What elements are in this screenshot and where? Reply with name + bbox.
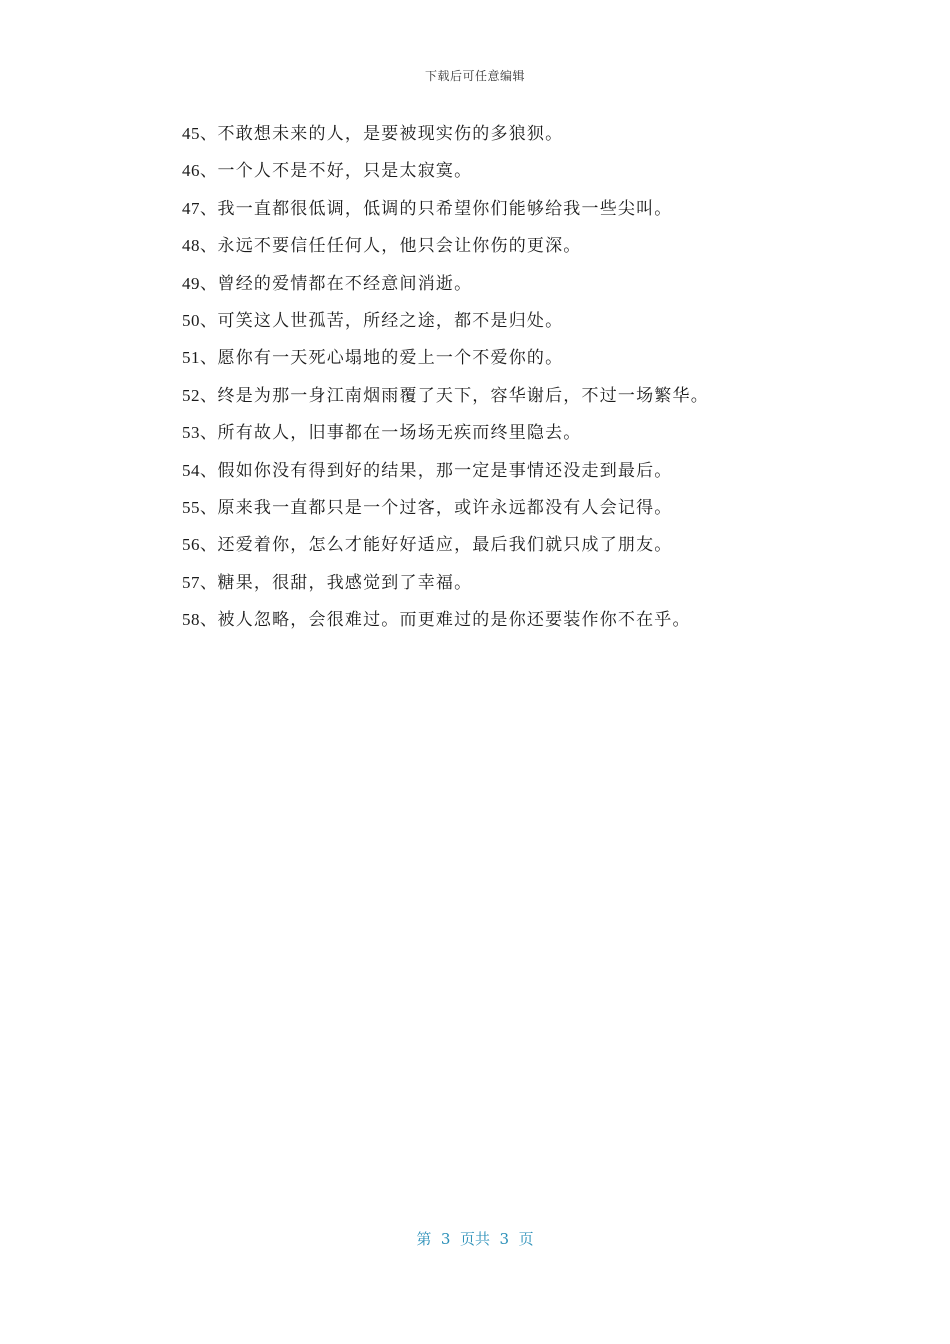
page-header: 下载后可任意编辑 bbox=[424, 69, 525, 83]
item-text: 还爱着你，怎么才能好好适应，最后我们就只成了朋友。 bbox=[217, 535, 673, 556]
list-item bbox=[182, 232, 882, 269]
item-text: 永远不要信任任何人，他只会让你伤的更深。 bbox=[217, 236, 582, 257]
item-text: 所有故人，旧事都在一场场无疾而终里隐去。 bbox=[217, 423, 582, 444]
item-text: 糖果，很甜，我感觉到了幸福。 bbox=[217, 572, 473, 593]
item-text: 愿你有一天死心塌地的爱上一个不爱你的。 bbox=[217, 348, 564, 369]
list-item bbox=[182, 606, 882, 643]
item-number: 52、 bbox=[182, 385, 218, 405]
item-text: 被人忽略，会很难过。而更难过的是你还要装作你不在乎。 bbox=[217, 610, 691, 631]
item-text: 曾经的爱情都在不经意间消逝。 bbox=[217, 273, 473, 294]
item-number: 50、 bbox=[182, 310, 218, 330]
item-text: 一个人不是不好，只是太寂寞。 bbox=[217, 161, 473, 182]
list-item bbox=[182, 344, 882, 381]
list-item bbox=[182, 419, 882, 456]
item-number: 51、 bbox=[182, 348, 218, 368]
item-number: 56、 bbox=[182, 535, 218, 555]
item-number: 58、 bbox=[182, 610, 218, 630]
item-number: 46、 bbox=[182, 161, 218, 181]
list-item bbox=[182, 569, 882, 606]
item-number: 55、 bbox=[182, 497, 218, 517]
item-number: 47、 bbox=[182, 198, 218, 218]
item-text: 可笑这人世孤苦，所经之途，都不是归处。 bbox=[217, 310, 564, 331]
item-text: 终是为那一身江南烟雨覆了天下，容华谢后，不过一场繁华。 bbox=[217, 385, 709, 406]
list-item bbox=[182, 270, 882, 307]
item-number: 53、 bbox=[182, 423, 218, 443]
item-text: 原来我一直都只是一个过客，或许永远都没有人会记得。 bbox=[217, 497, 673, 518]
list-item bbox=[182, 157, 882, 194]
page-number-footer: 第 3 页共 3 页 bbox=[416, 1230, 534, 1248]
item-text: 不敢想未来的人，是要被现实伤的多狼狈。 bbox=[217, 124, 564, 144]
list-item bbox=[182, 531, 882, 568]
list-item bbox=[182, 307, 882, 344]
item-text: 假如你没有得到好的结果，那一定是事情还没走到最后。 bbox=[217, 460, 673, 481]
item-number: 48、 bbox=[182, 236, 218, 256]
list-item bbox=[182, 195, 882, 232]
item-text: 我一直都很低调，低调的只希望你们能够给我一些尖叫。 bbox=[217, 198, 673, 219]
list-item bbox=[182, 120, 882, 157]
item-number: 57、 bbox=[182, 572, 218, 592]
list-item bbox=[182, 494, 882, 531]
quote-list bbox=[182, 120, 882, 643]
item-number: 45、 bbox=[182, 124, 218, 143]
item-number: 49、 bbox=[182, 273, 218, 293]
list-item bbox=[182, 382, 882, 419]
item-number: 54、 bbox=[182, 460, 218, 480]
list-item bbox=[182, 457, 882, 494]
